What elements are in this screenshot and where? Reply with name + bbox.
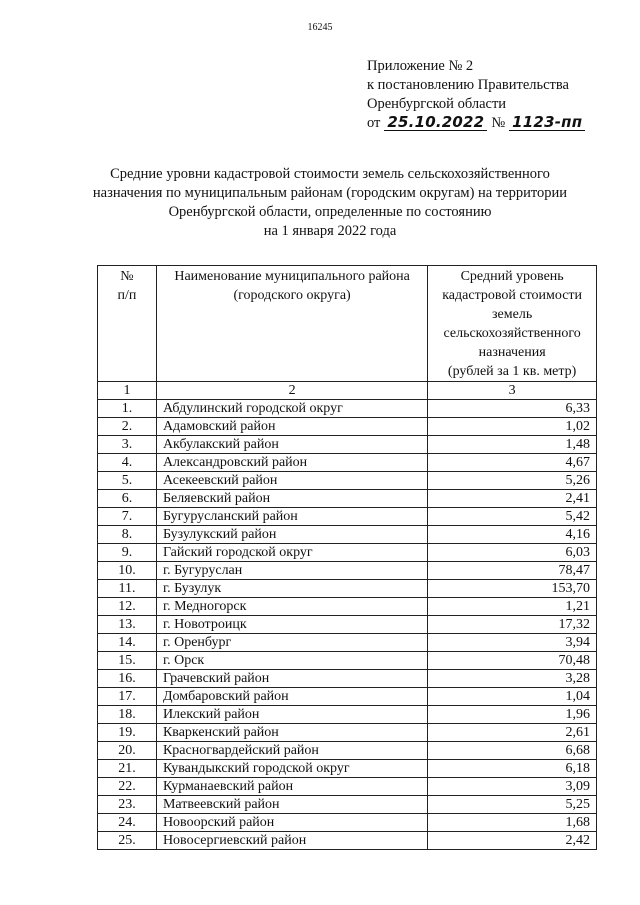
header-text: № xyxy=(120,269,134,284)
table-row xyxy=(98,472,597,490)
table-row xyxy=(98,562,597,580)
row-number: 20. xyxy=(98,742,157,760)
row-number: 8. xyxy=(98,526,157,544)
average-value: 1,04 xyxy=(428,688,597,706)
table-row xyxy=(98,796,597,814)
district-name: г. Орск xyxy=(156,652,427,670)
header-text: земель xyxy=(492,307,533,322)
district-name: Гайский городской округ xyxy=(156,544,427,562)
average-value: 78,47 xyxy=(428,562,597,580)
average-value: 6,03 xyxy=(428,544,597,562)
district-name: Новоорский район xyxy=(156,814,427,832)
table-row xyxy=(98,742,597,760)
district-name: Бузулукский район xyxy=(156,526,427,544)
average-value: 1,48 xyxy=(428,436,597,454)
appendix-reference: к постановлению Правительства xyxy=(367,77,569,93)
district-name: Бугурусланский район xyxy=(156,508,427,526)
district-name: Домбаровский район xyxy=(156,688,427,706)
table-header-row xyxy=(98,266,597,382)
district-name: Акбулакский район xyxy=(156,436,427,454)
handwritten-date: 25.10.2022 xyxy=(384,114,487,131)
document-title xyxy=(70,165,590,241)
table-row xyxy=(98,598,597,616)
row-number: 11. xyxy=(98,580,157,598)
row-number: 13. xyxy=(98,616,157,634)
average-value: 1,21 xyxy=(428,598,597,616)
district-name: г. Бузулук xyxy=(156,580,427,598)
column-index: 3 xyxy=(428,382,597,400)
average-value: 153,70 xyxy=(428,580,597,598)
district-name: Беляевский район xyxy=(156,490,427,508)
header-text: кадастровой стоимости xyxy=(442,288,583,303)
average-value: 1,02 xyxy=(428,418,597,436)
table-row xyxy=(98,670,597,688)
table-row xyxy=(98,778,597,796)
table-row xyxy=(98,688,597,706)
table-row xyxy=(98,436,597,454)
district-name: г. Медногорск xyxy=(156,598,427,616)
district-name: Курманаевский район xyxy=(156,778,427,796)
table-row xyxy=(98,832,597,850)
handwritten-number: 1123-пп xyxy=(509,114,585,131)
title-line: Оренбургской области, определенные по состоянию xyxy=(168,204,492,220)
average-value: 6,68 xyxy=(428,742,597,760)
row-number: 9. xyxy=(98,544,157,562)
row-number: 21. xyxy=(98,760,157,778)
row-number: 18. xyxy=(98,706,157,724)
average-value: 1,68 xyxy=(428,814,597,832)
column-index: 2 xyxy=(156,382,427,400)
average-value: 3,94 xyxy=(428,634,597,652)
row-number: 17. xyxy=(98,688,157,706)
district-name: Абдулинский городской округ xyxy=(156,400,427,418)
district-name: Адамовский район xyxy=(156,418,427,436)
district-name: Илекский район xyxy=(156,706,427,724)
row-number: 19. xyxy=(98,724,157,742)
number-label: № xyxy=(491,115,506,131)
row-number: 12. xyxy=(98,598,157,616)
table-body xyxy=(98,400,597,850)
table-row xyxy=(98,652,597,670)
header-text: (рублей за 1 кв. метр) xyxy=(447,364,577,379)
title-line: назначения по муниципальным районам (городским округам) на территории xyxy=(92,185,568,201)
row-number: 16. xyxy=(98,670,157,688)
average-value: 3,09 xyxy=(428,778,597,796)
table-row xyxy=(98,490,597,508)
table-row xyxy=(98,526,597,544)
appendix-date-line xyxy=(367,114,627,133)
header-text: назначения xyxy=(478,345,546,360)
row-number: 3. xyxy=(98,436,157,454)
district-name: Грачевский район xyxy=(156,670,427,688)
average-value: 4,16 xyxy=(428,526,597,544)
district-name: Кваркенский район xyxy=(156,724,427,742)
appendix-header xyxy=(367,57,627,133)
row-number: 2. xyxy=(98,418,157,436)
row-number: 24. xyxy=(98,814,157,832)
district-name: Матвеевский район xyxy=(156,796,427,814)
average-value: 2,61 xyxy=(428,724,597,742)
row-number: 4. xyxy=(98,454,157,472)
average-value: 70,48 xyxy=(428,652,597,670)
average-value: 4,67 xyxy=(428,454,597,472)
average-value: 2,42 xyxy=(428,832,597,850)
table-row xyxy=(98,814,597,832)
header-text: Наименование муниципального района xyxy=(174,269,410,284)
row-number: 25. xyxy=(98,832,157,850)
table-row xyxy=(98,454,597,472)
table-row xyxy=(98,616,597,634)
row-number: 10. xyxy=(98,562,157,580)
row-number: 5. xyxy=(98,472,157,490)
table-row xyxy=(98,544,597,562)
district-name: Новосергиевский район xyxy=(156,832,427,850)
average-value: 6,33 xyxy=(428,400,597,418)
average-value: 5,25 xyxy=(428,796,597,814)
from-label: от xyxy=(367,115,381,131)
appendix-title: Приложение № 2 xyxy=(367,58,474,74)
row-number: 14. xyxy=(98,634,157,652)
district-name: Асекеевский район xyxy=(156,472,427,490)
row-number: 15. xyxy=(98,652,157,670)
district-name: г. Оренбург xyxy=(156,634,427,652)
header-text: (городского округа) xyxy=(233,288,351,303)
page-number: 16245 xyxy=(307,22,333,33)
column-index-row xyxy=(98,382,597,400)
average-value: 5,42 xyxy=(428,508,597,526)
district-name: г. Бугуруслан xyxy=(156,562,427,580)
table-row xyxy=(98,418,597,436)
header-value xyxy=(428,266,597,382)
table-row xyxy=(98,706,597,724)
average-value: 6,18 xyxy=(428,760,597,778)
header-name xyxy=(156,266,427,382)
table-row xyxy=(98,400,597,418)
table-row xyxy=(98,760,597,778)
average-value: 2,41 xyxy=(428,490,597,508)
header-text: п/п xyxy=(117,288,137,303)
table-row xyxy=(98,508,597,526)
row-number: 6. xyxy=(98,490,157,508)
title-line: на 1 января 2022 года xyxy=(263,223,397,239)
header-text: сельскохозяйственного xyxy=(443,326,581,341)
row-number: 1. xyxy=(98,400,157,418)
district-name: Красногвардейский район xyxy=(156,742,427,760)
header-number xyxy=(98,266,157,382)
header-text: Средний уровень xyxy=(460,269,564,284)
district-name: Александровский район xyxy=(156,454,427,472)
title-line: Средние уровни кадастровой стоимости земель сельскохозяйственного xyxy=(110,166,550,182)
district-name: г. Новотроицк xyxy=(156,616,427,634)
row-number: 22. xyxy=(98,778,157,796)
average-value: 3,28 xyxy=(428,670,597,688)
average-value: 1,96 xyxy=(428,706,597,724)
column-index: 1 xyxy=(98,382,157,400)
row-number: 23. xyxy=(98,796,157,814)
cadastral-value-table xyxy=(97,265,597,850)
table-row xyxy=(98,724,597,742)
district-name: Кувандыкский городской округ xyxy=(156,760,427,778)
table-row xyxy=(98,580,597,598)
average-value: 5,26 xyxy=(428,472,597,490)
table-row xyxy=(98,634,597,652)
row-number: 7. xyxy=(98,508,157,526)
appendix-region: Оренбургской области xyxy=(367,96,507,112)
average-value: 17,32 xyxy=(428,616,597,634)
